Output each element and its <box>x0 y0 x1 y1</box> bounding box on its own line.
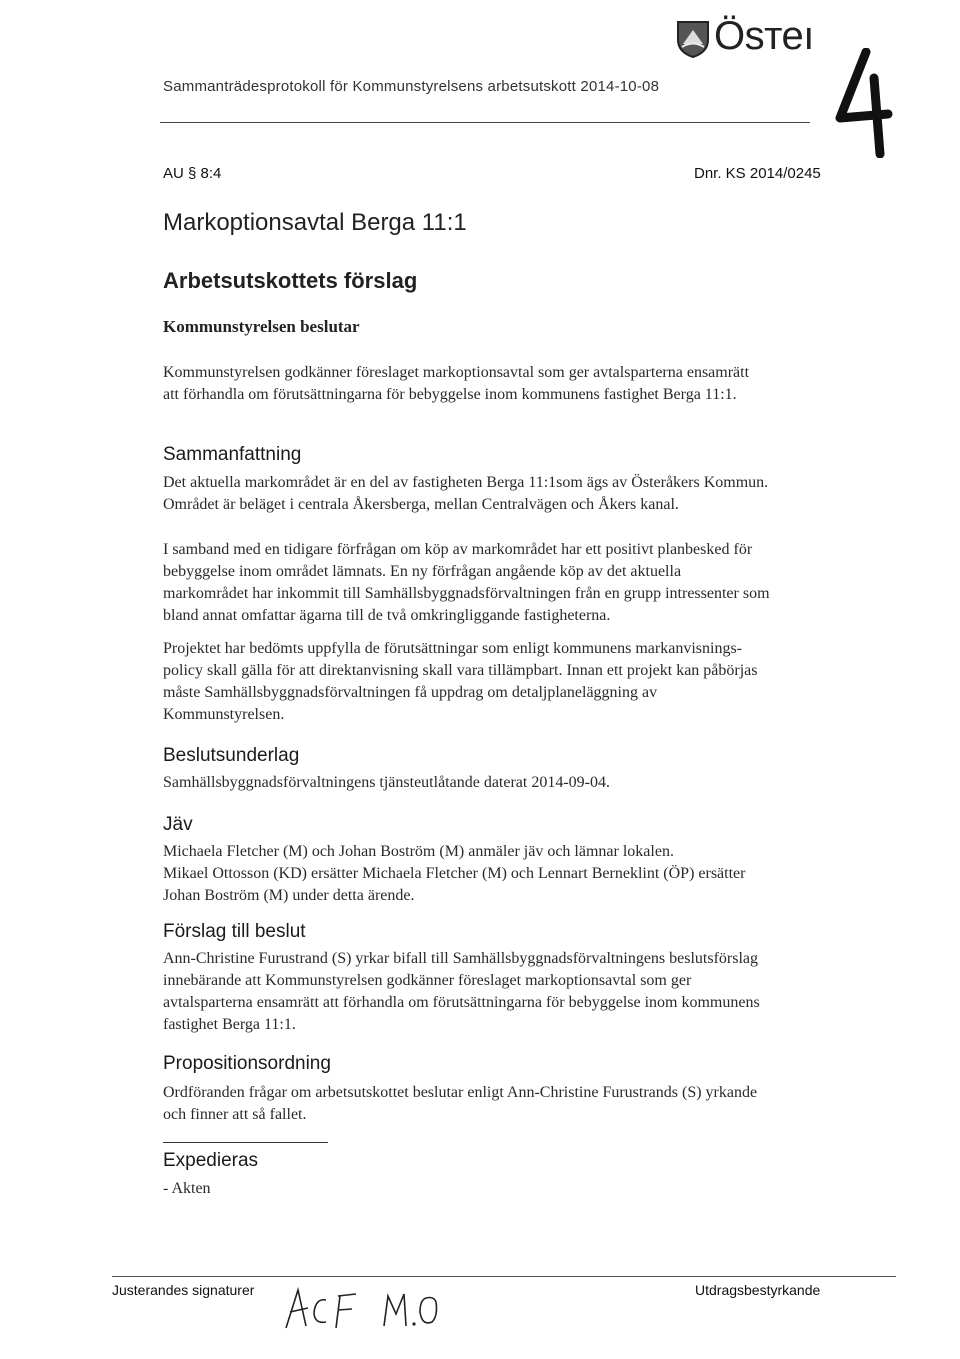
proposal-decision-paragraph: Ann-Christine Furustrand (S) yrkar bifall till Samhällsbyggnadsförvaltningens beslutsförslag innebärande att Kommunstyrelsen godkänner föreslaget markoptionsavtal som ger avtalsparterna ensamrätt att förhandla om förutsättningarna för bebyggelse inom kommunens fastighet Berga 11:1. <box>163 950 760 1033</box>
expedieras-heading: Expedieras <box>163 1150 259 1171</box>
handwritten-initials <box>280 1282 450 1336</box>
summary-heading: Sammanfattning <box>163 444 302 465</box>
decision-paragraph: Kommunstyrelsen godkänner föreslaget markoptionsavtal som ger avtalsparterna ensamrätt att förhandla om förutsättningarna för bebyggelse inom kommunens fastighet Berga 11:1. <box>163 364 750 403</box>
summary-paragraph-1: Det aktuella markområdet är en del av fastigheten Berga 11:1som ägs av Österåkers Kommun. Området är beläget i centrala Åkersberga, mellan Centralvägen och Åkers kanal. <box>163 474 769 513</box>
section-divider <box>163 1142 328 1143</box>
decides-heading: Kommunstyrelsen beslutar <box>163 317 360 336</box>
proposal-decision-heading: Förslag till beslut <box>163 921 306 942</box>
protocol-header-title: Sammanträdesprotokoll för Kommunstyrelsens arbetsutskott 2014-10-08 <box>163 78 660 95</box>
footer-divider <box>112 1276 896 1277</box>
jav-heading: Jäv <box>163 814 193 835</box>
summary-paragraph-2: I samband med en tidigare förfrågan om köp av markområdet har ett positivt planbesked för bebyggelse inom området lämnats. En ny förfrågan angående köp av det aktuella markområdet har inkommit till Samhällsbyggnadsförvaltningen från en grupp intressenter som bland annat omfattar ägarna till de två omkringliggande fastigheterna. <box>163 541 770 624</box>
signatures-label: Justerandes signaturer <box>112 1282 255 1298</box>
handwritten-page-mark <box>826 48 896 158</box>
basis-paragraph: Samhällsbyggnadsförvaltningens tjänsteutlåtande daterat 2014-09-04. <box>163 774 610 791</box>
section-number: AU § 8:4 <box>163 165 222 182</box>
header-divider <box>160 122 810 123</box>
summary-paragraph-3: Projektet har bedömts uppfylla de förutsättningar som enligt kommunens markanvisnings- policy skall gälla för att direktanvisning skall vara tillämpbart. Innan ett projekt kan påbörjas måste Samhällsbyggnadsförvaltningen få uppdrag om detaljplaneläggning av Kommunstyrelsen. <box>163 640 758 723</box>
proposal-heading: Arbetsutskottets förslag <box>163 268 418 293</box>
proposition-paragraph: Ordföranden frågar om arbetsutskottet beslutar enligt Ann-Christine Furustrands (S) yrkande och finner att så fallet. <box>163 1084 758 1123</box>
proposition-heading: Propositionsordning <box>163 1053 331 1074</box>
municipal-shield-icon <box>676 20 710 58</box>
certification-label: Utdragsbestyrkande <box>695 1282 821 1298</box>
expedieras-list: - Akten <box>163 1180 211 1197</box>
case-number: Dnr. KS 2014/0245 <box>694 165 821 182</box>
basis-heading: Beslutsunderlag <box>163 745 300 766</box>
logo-wordmark: Ösтеı <box>714 14 814 58</box>
jav-paragraph: Michaela Fletcher (M) och Johan Boström (M) anmäler jäv och lämnar lokalen. Mikael Ottosson (KD) ersätter Michaela Fletcher (M) och Lennart Berneklint (ÖP) ersätter Johan Boström (M) under detta ärende. <box>163 843 746 904</box>
page-title: Markoptionsavtal Berga 11:1 <box>163 209 467 236</box>
